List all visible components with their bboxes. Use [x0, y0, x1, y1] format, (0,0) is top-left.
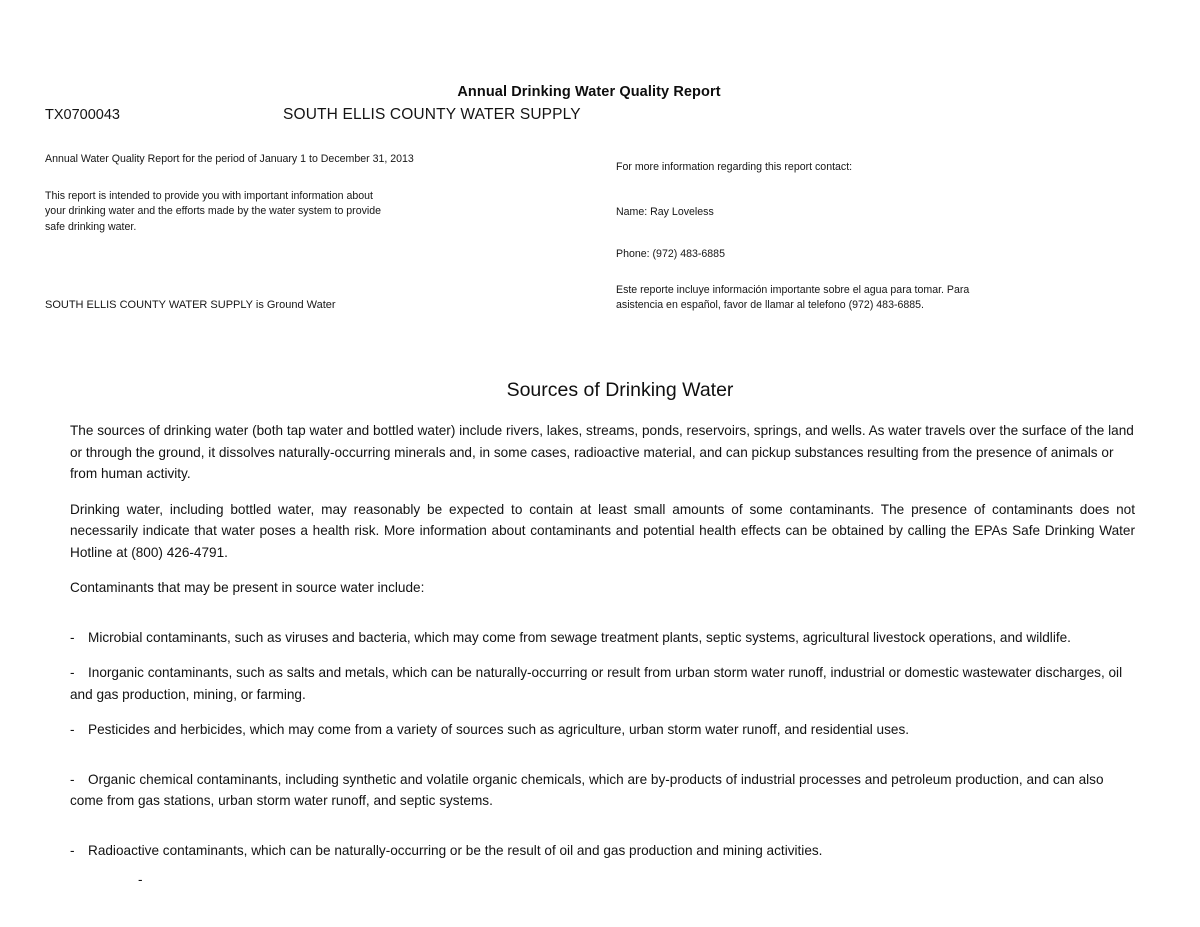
spanish-note-line-2: asistencia en español, favor de llamar al telefono (972) 483-6885.: [616, 299, 924, 312]
contact-heading: For more information regarding this report contact:: [616, 161, 853, 173]
contact-phone: Phone: (972) 483-6885: [616, 248, 725, 261]
contaminant-item-text: Pesticides and herbicides, which may come from a variety of sources such as agriculture, urban storm water runoff, and residential uses.: [88, 722, 910, 737]
spanish-assistance-note: [616, 283, 1046, 314]
water-source-type-line: SOUTH ELLIS COUNTY WATER SUPPLY is Ground Water: [45, 299, 336, 311]
contact-name: Name: Ray Loveless: [616, 205, 714, 218]
contaminant-list-item: [70, 719, 1135, 741]
contaminant-list-item: [70, 662, 1135, 705]
report-intent-line-2: your drinking water and the efforts made by the water system to provide: [45, 205, 382, 218]
contaminants-list-intro: Contaminants that may be present in source water include:: [70, 580, 425, 595]
report-info-column: [45, 152, 565, 235]
bullet-dash-icon: -: [70, 665, 75, 680]
contaminant-list-item: [70, 840, 1135, 862]
list-gap-spacer: [70, 755, 1135, 769]
spanish-note-line-1: Este reporte incluye información importante sobre el agua para tomar. Para: [616, 284, 970, 296]
contaminant-item-text: Radioactive contaminants, which can be naturally-occurring or be the result of oil and gas production and mining activities.: [88, 842, 823, 858]
section-heading-sources-of-drinking-water: Sources of Drinking Water: [506, 379, 734, 401]
list-gap-spacer: [70, 605, 1135, 627]
trailing-bullet-dash-icon: -: [138, 872, 143, 887]
contaminant-item-text: Organic chemical contaminants, including synthetic and volatile organic chemicals, which are by-products of industrial processes and petroleum production, and can also come from gas stations, urban storm water runoff, and septic systems.: [70, 771, 1104, 808]
sources-body-content: [70, 420, 1135, 875]
water-supply-name: SOUTH ELLIS COUNTY WATER SUPPLY: [283, 106, 581, 123]
bullet-dash-icon: -: [70, 771, 75, 787]
contaminant-item-text: Inorganic contaminants, such as salts and metals, which can be naturally-occurring or result from urban storm water runoff, industrial or domestic wastewater discharges, oil and gas production, mining, or farming.: [70, 665, 1123, 702]
report-period-line: Annual Water Quality Report for the period of January 1 to December 31, 2013: [45, 153, 414, 165]
bullet-dash-icon: -: [70, 842, 75, 858]
contaminant-list-item: [70, 769, 1135, 812]
sources-paragraph-2: Drinking water, including bottled water, may reasonably be expected to contain at least small amounts of some contaminants. The presence of contaminants does not necessarily indicate that water poses a health risk. More information about contaminants and potential health effects can be obtained by calling the EPAs Safe Drinking Water Hotline at (800) 426-4791.: [70, 501, 1135, 560]
report-intent-block: [45, 189, 565, 236]
bullet-dash-icon: -: [70, 722, 75, 737]
contact-info-column: [616, 160, 1086, 263]
report-intent-line-3: safe drinking water.: [45, 220, 137, 233]
page-title: Annual Drinking Water Quality Report: [457, 84, 721, 100]
water-system-id: TX0700043: [45, 107, 120, 123]
report-intent-line-1: This report is intended to provide you with important information about: [45, 189, 373, 202]
contaminant-item-text: Microbial contaminants, such as viruses and bacteria, which may come from sewage treatment plants, septic systems, agricultural livestock operations, and wildlife.: [88, 629, 1071, 645]
contaminant-list-item: [70, 627, 1135, 649]
list-gap-spacer: [70, 826, 1135, 840]
bullet-dash-icon: -: [70, 629, 75, 645]
sources-paragraph-1: The sources of drinking water (both tap water and bottled water) include rivers, lakes, streams, ponds, reservoirs, springs, and wells. As water travels over the surface of the land or through the ground, it dissolves naturally-occurring minerals and, in some cases, radioactive material, and can pickup substances resulting from the presence of animals or from human activity.: [70, 423, 1134, 481]
